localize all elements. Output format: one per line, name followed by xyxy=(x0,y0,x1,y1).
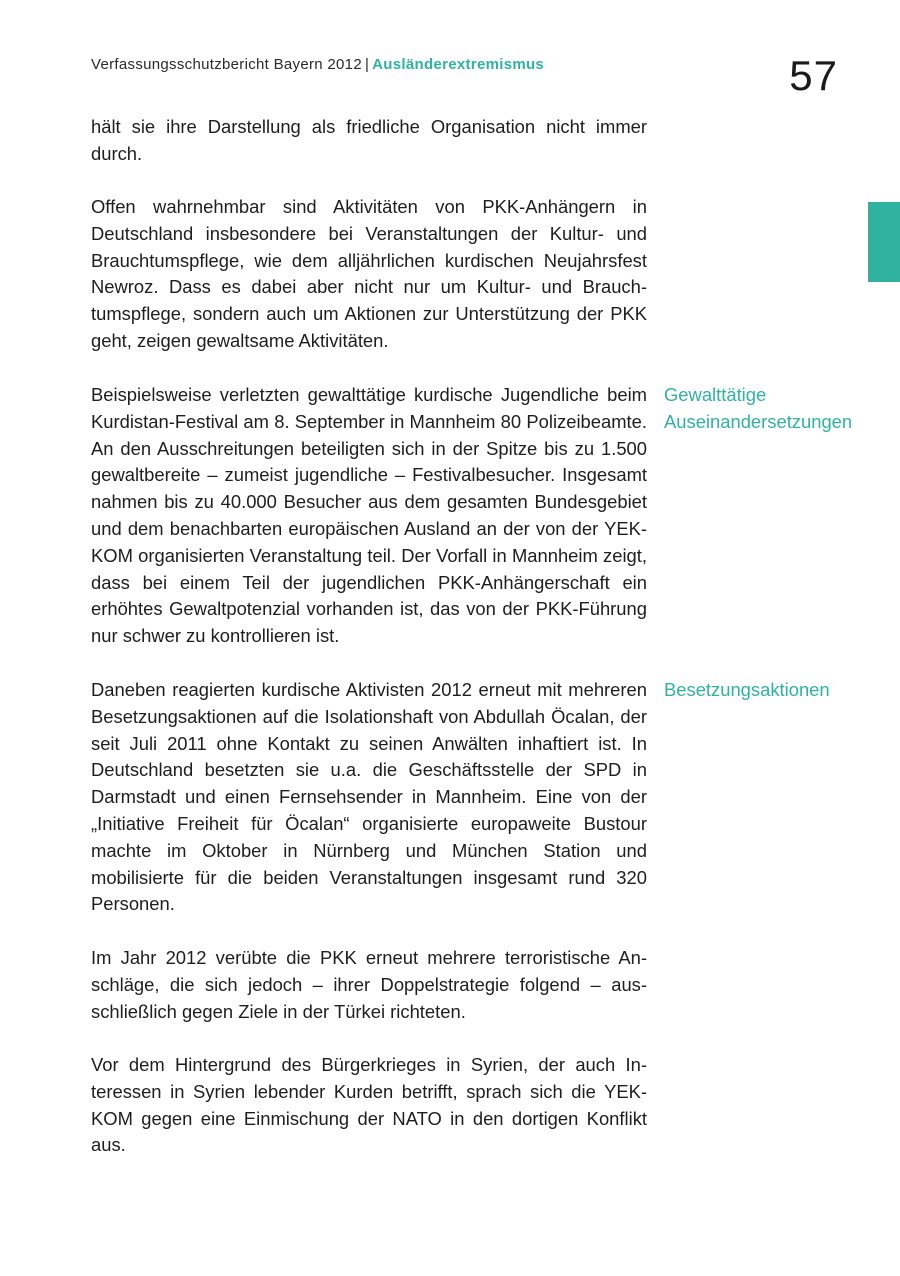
publication-title: Verfassungsschutzbericht Bayern 2012 xyxy=(91,56,362,73)
paragraph-4: Daneben reagierten kurdische Aktivisten 2012 erneut mit mehreren Besetzungsaktionen auf die Isolationshaft von Abdullah Öcalan, der seit Juli 2011 ohne Kontakt zu seinen Anwälten inhaftiert ist. In Deutschland besetzten sie u.a. die Geschäftsstelle der SPD in Darmstadt und einen Fernsehsender in Mannheim. Eine von der „Initiative Freiheit für Öcalan“ organisierte europaweite Bustour machte im Oktober in Nürnberg und München Station und mobilisierte für die beiden Veranstaltungen insgesamt rund 320 Personen. xyxy=(91,679,647,915)
paragraph-6: Vor dem Hintergrund des Bürgerkrieges in Syrien, der auch Interessen in Syrien lebender Kurden betrifft, sprach sich die YEK-KOM gegen eine Einmischung der NATO in den dortigen Konflikt aus. xyxy=(91,1054,647,1156)
chapter-marker-tab xyxy=(868,202,900,282)
paragraph-5: Im Jahr 2012 verübte die PKK erneut mehrere terroristische Anschläge, die sich jedoch – ihrer Doppelstrategie folgend – ausschließlich gegen Ziele in der Türkei richteten. xyxy=(91,947,647,1022)
paragraph-3: Beispielsweise verletzten gewalttätige kurdische Jugendliche beim Kurdistan-Festival am 8. September in Mannheim 80 Polizeibeamte. An den Ausschreitungen beteiligten sich in der Spitze bis zu 1.500 gewaltbereite – zumeist jugendliche – Festivalbesucher. Insgesamt nahmen bis zu 40.000 Besucher aus dem gesamten Bundesgebiet und dem benachbarten europäischen Ausland an der von der YEK-KOM organisierten Veranstaltung teil. Der Vorfall in Mannheim zeigt, dass bei einem Teil der jugendlichen PKK-Anhängerschaft ein erhöhtes Gewaltpotenzial vorhanden ist, das von der PKK-Führung nur schwer zu kontrollieren ist. xyxy=(91,384,647,647)
page-number: 57 xyxy=(789,52,838,99)
section-title: Ausländerextremismus xyxy=(372,56,545,73)
paragraph-2: Offen wahrnehmbar sind Aktivitäten von PKK-Anhängern in Deutschland insbesondere bei Veranstaltungen der Kultur- und Brauchtumspflege, wie dem alljährlichen kurdischen Neujahrsfest Newroz. Dass es dabei aber nicht nur um Kultur- und Brauchtumspflege, sondern auch um Aktionen zur Unterstützung der PKK geht, zeigen gewaltsame Aktivitäten. xyxy=(91,196,647,351)
margin-note-violent-clashes: Gewalttätige Auseinandersetzungen xyxy=(664,384,853,432)
margin-note-occupations: Besetzungsaktionen xyxy=(664,679,830,700)
header-separator: | xyxy=(364,56,370,73)
paragraph-1: hält sie ihre Darstellung als friedliche Organisation nicht immer durch. xyxy=(91,116,647,164)
running-header xyxy=(91,56,544,73)
